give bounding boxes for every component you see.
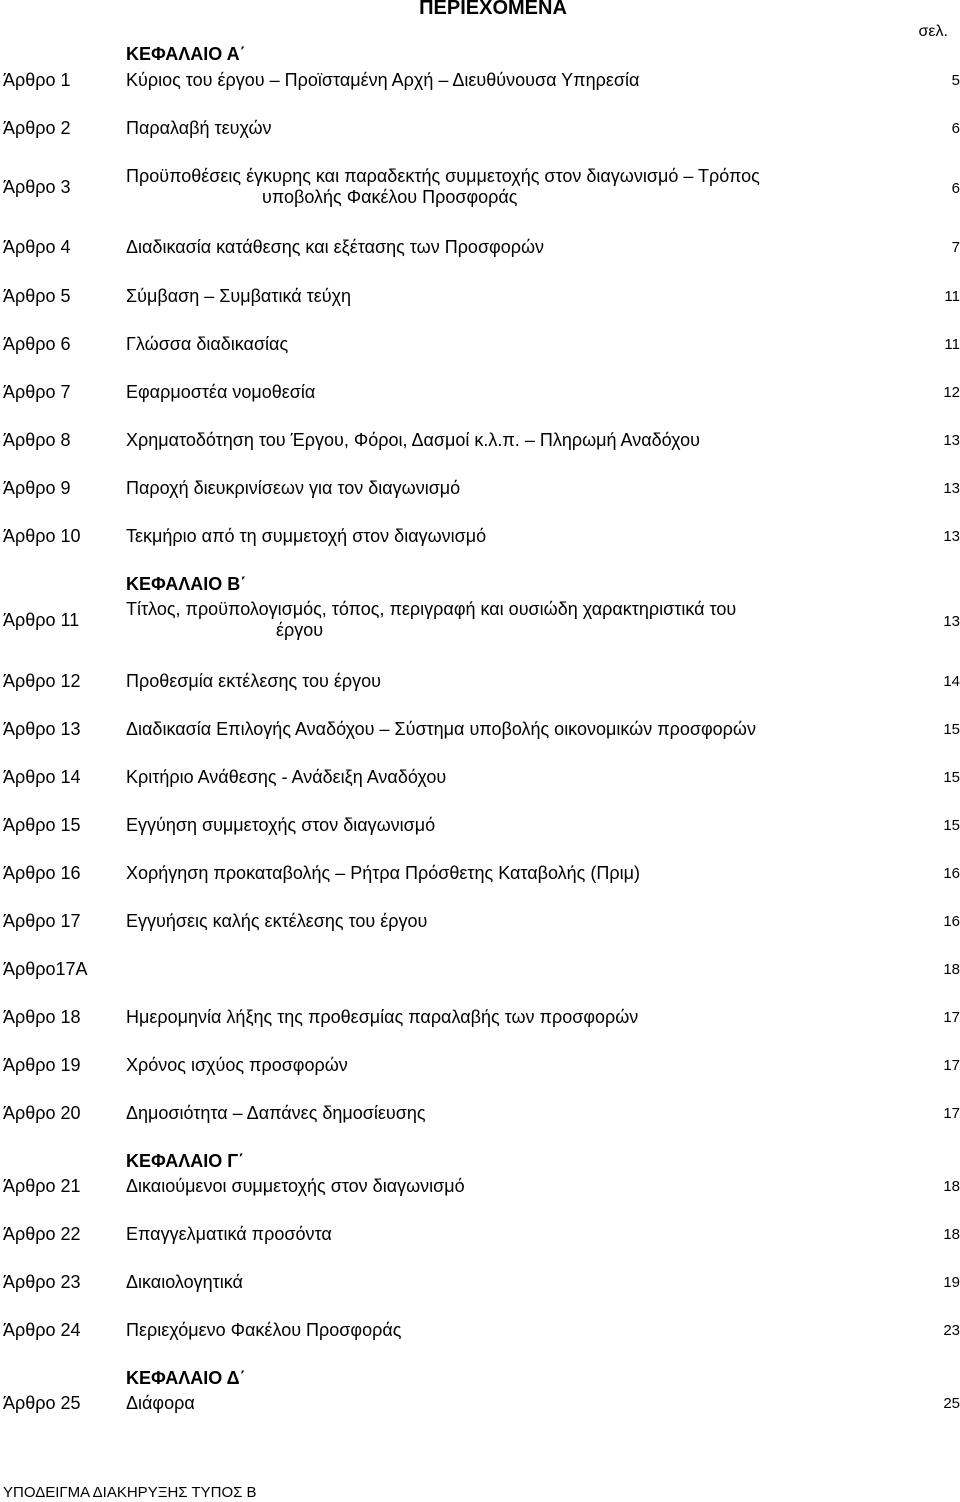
article-number: Άρθρο17Α <box>3 959 88 979</box>
page-number: 12 <box>943 384 960 401</box>
page-title <box>0 0 960 20</box>
chapter-label: ΚΕΦΑΛΑΙΟ Γ΄ <box>126 1151 245 1171</box>
article-title: Εφαρμοστέα νομοθεσία <box>126 382 316 402</box>
article-number: Άρθρο 21 <box>3 1176 81 1196</box>
page-number: 6 <box>951 120 960 137</box>
page-number: 15 <box>943 721 960 738</box>
page-number: 17 <box>943 1105 960 1122</box>
page-number: 17 <box>943 1009 960 1026</box>
article-title: Ημερομηνία λήξης της προθεσμίας παραλαβής των προσφορών <box>126 1007 639 1027</box>
article-title: Κύριος του έργου – Προϊσταμένη Αρχή – Διευθύνουσα Υπηρεσία <box>126 70 640 90</box>
page-number: 13 <box>943 613 960 630</box>
page-title-text: ΠΕΡΙΕΧΟΜΕΝΑ <box>419 0 567 19</box>
article-number: Άρθρο 16 <box>3 863 81 883</box>
article-title: Εγγυήσεις καλής εκτέλεσης του έργου <box>126 911 428 931</box>
article-title: Γλώσσα διαδικασίας <box>126 334 289 354</box>
article-number: Άρθρο 22 <box>3 1224 81 1244</box>
page-number: 16 <box>943 913 960 930</box>
article-title: Διαδικασία Επιλογής Αναδόχου – Σύστημα υποβολής οικονομικών προσφορών <box>126 719 756 739</box>
article-number: Άρθρο 11 <box>3 610 80 630</box>
article-title: Κριτήριο Ανάθεσης - Ανάδειξη Αναδόχου <box>126 767 447 787</box>
article-number: Άρθρο 20 <box>3 1103 81 1123</box>
chapter-label: ΚΕΦΑΛΑΙΟ Α΄ <box>126 44 246 64</box>
article-number: Άρθρο 2 <box>3 118 71 138</box>
page-number: 19 <box>943 1274 960 1291</box>
article-title: Χρόνος ισχύος προσφορών <box>126 1055 348 1075</box>
page-number: 17 <box>943 1057 960 1074</box>
article-number: Άρθρο 15 <box>3 815 81 835</box>
chapter-label: ΚΕΦΑΛΑΙΟ Β΄ <box>126 574 247 594</box>
article-title-continued: υποβολής Φακέλου Προσφοράς <box>262 187 518 207</box>
article-number: Άρθρο 9 <box>3 478 71 498</box>
article-number: Άρθρο 13 <box>3 719 81 739</box>
article-number: Άρθρο 23 <box>3 1272 81 1292</box>
page-number: 6 <box>951 180 960 197</box>
article-number: Άρθρο 14 <box>3 767 81 787</box>
page-number: 23 <box>943 1322 960 1339</box>
article-number: Άρθρο 25 <box>3 1393 81 1413</box>
page-number: 18 <box>943 1226 960 1243</box>
page-number: 13 <box>943 432 960 449</box>
article-title: Περιεχόμενο Φακέλου Προσφοράς <box>126 1320 402 1340</box>
article-title: Προϋποθέσεις έγκυρης και παραδεκτής συμμετοχής στον διαγωνισμό – Τρόπος <box>126 166 760 186</box>
article-title: Τεκμήριο από τη συμμετοχή στον διαγωνισμό <box>126 526 487 546</box>
article-number: Άρθρο 19 <box>3 1055 81 1075</box>
article-number: Άρθρο 18 <box>3 1007 81 1027</box>
page-footer: ΥΠΟΔΕΙΓΜΑ ΔΙΑΚΗΡΥΞΗΣ ΤΥΠΟΣ Β <box>3 1484 257 1501</box>
article-title: Τίτλος, προϋπολογισμός, τόπος, περιγραφή και ουσιώδη χαρακτηριστικά του <box>126 599 737 619</box>
chapter-label: ΚΕΦΑΛΑΙΟ Δ΄ <box>126 1368 246 1388</box>
article-title: Προθεσμία εκτέλεσης του έργου <box>126 671 381 691</box>
article-title: Επαγγελματικά προσόντα <box>126 1224 332 1244</box>
page-number: 11 <box>944 336 960 353</box>
article-title: Χορήγηση προκαταβολής – Ρήτρα Πρόσθετης Καταβολής (Πριμ) <box>126 863 640 883</box>
page-number: 13 <box>943 480 960 497</box>
page-number: 15 <box>943 817 960 834</box>
page-number: 18 <box>943 961 960 978</box>
article-number: Άρθρο 4 <box>3 237 71 257</box>
article-title: Εγγύηση συμμετοχής στον διαγωνισμό <box>126 815 436 835</box>
page-number: 14 <box>943 673 960 690</box>
article-title: Δημοσιότητα – Δαπάνες δημοσίευσης <box>126 1103 426 1123</box>
article-title: Διάφορα <box>126 1393 195 1413</box>
page-number: 7 <box>951 239 960 256</box>
page-number: 13 <box>943 528 960 545</box>
article-title: Χρηματοδότηση του Έργου, Φόροι, Δασμοί κ.λ.π. – Πληρωμή Αναδόχου <box>126 430 700 450</box>
article-number: Άρθρο 12 <box>3 671 81 691</box>
page-number: 16 <box>943 865 960 882</box>
article-title: Δικαιολογητικά <box>126 1272 243 1292</box>
article-number: Άρθρο 8 <box>3 430 71 450</box>
page-number: 11 <box>944 288 960 305</box>
article-title: Παροχή διευκρινίσεων για τον διαγωνισμό <box>126 478 461 498</box>
article-title: Παραλαβή τευχών <box>126 118 272 138</box>
article-number: Άρθρο 1 <box>3 70 71 90</box>
page-number: 5 <box>951 72 960 89</box>
article-title: Δικαιούμενοι συμμετοχής στον διαγωνισμό <box>126 1176 465 1196</box>
article-number: Άρθρο 10 <box>3 526 81 546</box>
page-number: 25 <box>943 1395 960 1412</box>
page-number: 15 <box>943 769 960 786</box>
article-title: Διαδικασία κατάθεσης και εξέτασης των Προσφορών <box>126 237 545 257</box>
article-title-continued: έργου <box>276 620 324 640</box>
article-number: Άρθρο 6 <box>3 334 71 354</box>
article-number: Άρθρο 7 <box>3 382 71 402</box>
article-number: Άρθρο 5 <box>3 286 71 306</box>
page-number: 18 <box>943 1178 960 1195</box>
article-title: Σύμβαση – Συμβατικά τεύχη <box>126 286 352 306</box>
article-number: Άρθρο 3 <box>3 177 71 197</box>
article-number: Άρθρο 24 <box>3 1320 81 1340</box>
page-column-label: σελ. <box>918 23 948 40</box>
article-number: Άρθρο 17 <box>3 911 81 931</box>
